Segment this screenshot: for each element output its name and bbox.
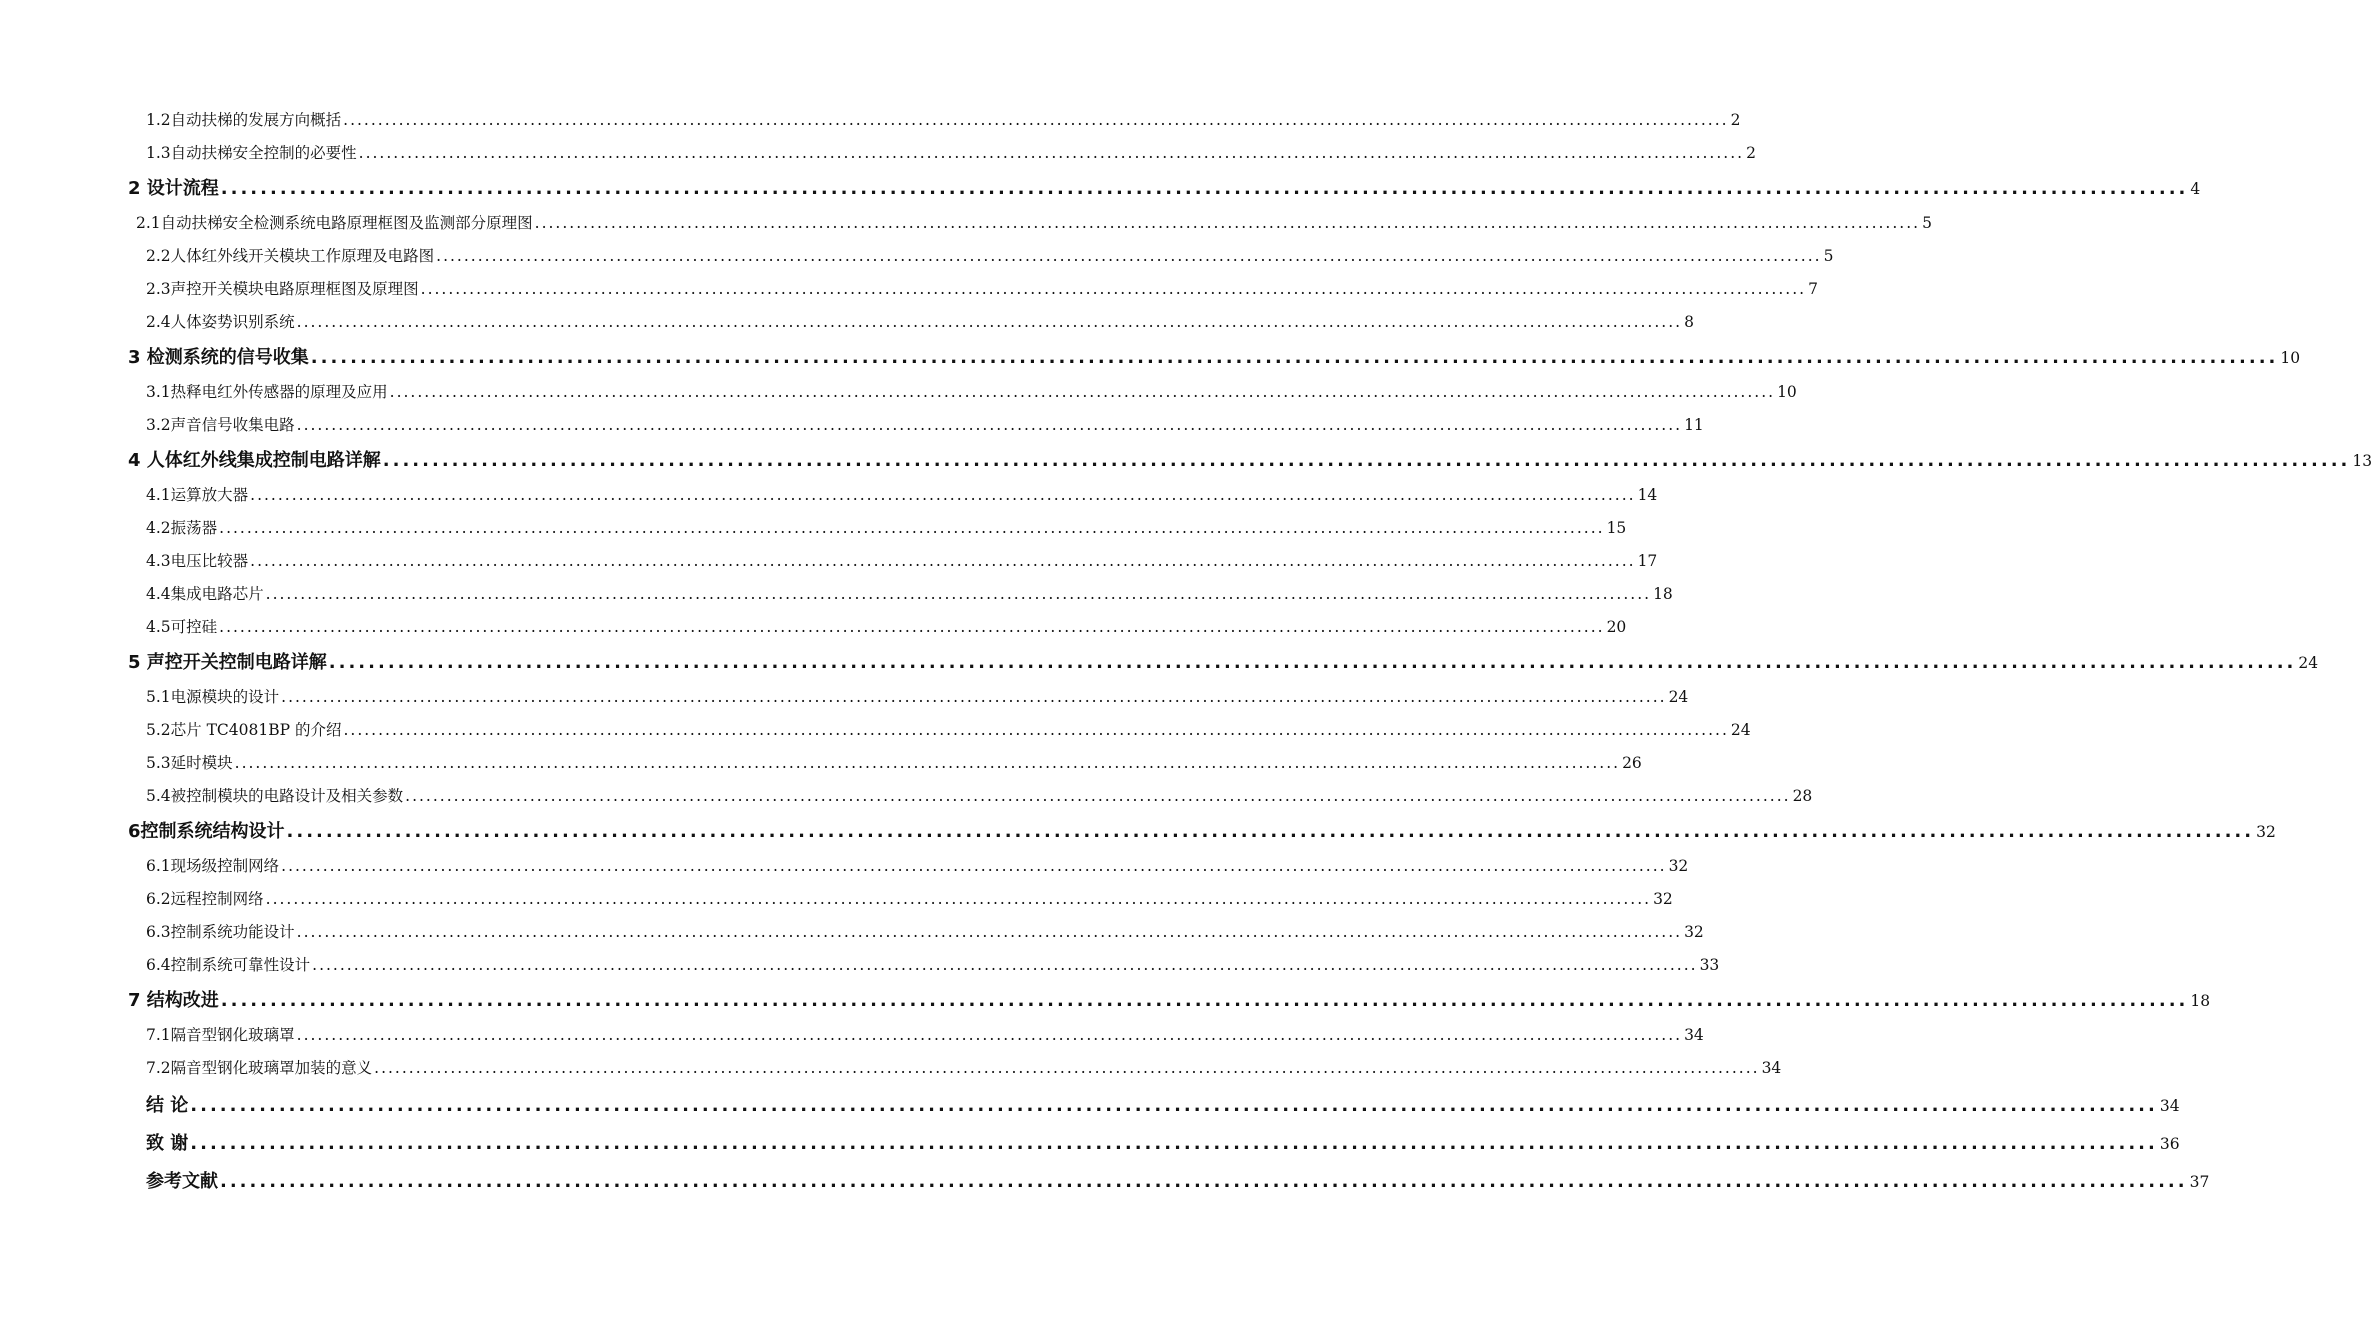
toc-entry-page: 11 <box>1684 416 1704 434</box>
toc-entry-page: 28 <box>1792 787 1813 805</box>
toc-leader-dots: ........................................................................................................................................................................................................ <box>382 450 2351 471</box>
toc-leader-dots: ........................................................................................................................................................................................................ <box>265 890 1652 908</box>
toc-entry-title: 2.2人体红外线开关模块工作原理及电路图 <box>146 247 435 265</box>
toc-entry-title: 6控制系统结构设计 <box>128 821 285 842</box>
toc-leader-dots: ........................................................................................................................................................................................................ <box>281 688 1667 706</box>
toc-entry-page: 24 <box>1730 721 1751 739</box>
toc-leader-dots: ........................................................................................................................................................................................................ <box>220 990 2189 1011</box>
toc-leader-dots: ........................................................................................................................................................................................................ <box>296 313 1683 331</box>
toc-entry-page: 17 <box>1637 552 1658 570</box>
toc-entry-page: 4 <box>2190 180 2201 198</box>
toc-leader-dots: ........................................................................................................................................................................................................ <box>250 486 1636 504</box>
toc-entry[interactable] <box>146 1091 2180 1117</box>
toc-leader-dots: ........................................................................................................................................................................................................ <box>358 144 1745 162</box>
toc-entry-page: 37 <box>2189 1173 2210 1191</box>
toc-entry-title: 4.4集成电路芯片 <box>146 585 264 603</box>
toc-entry-title: 2.3声控开关模块电路原理框图及原理图 <box>146 280 419 298</box>
toc-entry-page: 34 <box>1761 1059 1782 1077</box>
toc-entry-title: 5.3延时模块 <box>146 754 233 772</box>
toc-entry-title: 3.1热释电红外传感器的原理及应用 <box>146 383 388 401</box>
toc-leader-dots: ........................................................................................................................................................................................................ <box>343 111 1729 129</box>
toc-entry[interactable] <box>146 1167 2210 1193</box>
toc-leader-dots: ........................................................................................................................................................................................................ <box>312 956 1698 974</box>
toc-leader-dots: ........................................................................................................................................................................................................ <box>374 1059 1760 1077</box>
toc-entry-page: 5 <box>1823 247 1834 265</box>
toc-entry-page: 2 <box>1730 111 1741 129</box>
toc-entry[interactable] <box>146 310 1694 332</box>
toc-leader-dots: ........................................................................................................................................................................................................ <box>234 754 1621 772</box>
toc-leader-dots: ........................................................................................................................................................................................................ <box>281 857 1667 875</box>
toc-entry[interactable] <box>128 648 2319 674</box>
toc-entry[interactable] <box>128 817 2276 843</box>
toc-leader-dots: ........................................................................................................................................................................................................ <box>286 821 2255 842</box>
toc-entry-page: 24 <box>2298 654 2319 672</box>
toc-leader-dots: ........................................................................................................................................................................................................ <box>405 787 1791 805</box>
toc-entry-title: 5.4被控制模块的电路设计及相关参数 <box>146 787 404 805</box>
toc-entry[interactable] <box>146 953 1720 975</box>
toc-leader-dots: ........................................................................................................................................................................................................ <box>436 247 1822 265</box>
toc-entry-page: 5 <box>1922 214 1932 232</box>
toc-entry[interactable] <box>146 854 1689 876</box>
toc-entry-page: 33 <box>1699 956 1720 974</box>
toc-entry[interactable] <box>146 887 1673 909</box>
toc-entry-title: 致 谢 <box>146 1133 189 1154</box>
toc-entry[interactable] <box>146 244 1834 266</box>
toc-entry[interactable] <box>146 615 1627 637</box>
toc-entry-title: 3.2声音信号收集电路 <box>146 416 295 434</box>
toc-entry-title: 7.1隔音型钢化玻璃罩 <box>146 1026 295 1044</box>
toc-entry[interactable] <box>146 108 1741 130</box>
toc-leader-dots: ........................................................................................................................................................................................................ <box>190 1095 2158 1116</box>
toc-leader-dots: ........................................................................................................................................................................................................ <box>296 923 1683 941</box>
toc-entry-page: 8 <box>1684 313 1694 331</box>
toc-entry-page: 2 <box>1746 144 1756 162</box>
toc-entry[interactable] <box>146 141 1756 163</box>
toc-entry-page: 10 <box>2280 349 2301 367</box>
toc-entry[interactable] <box>128 343 2301 369</box>
toc-entry[interactable] <box>146 685 1689 707</box>
toc-leader-dots: ........................................................................................................................................................................................................ <box>296 416 1683 434</box>
toc-entry[interactable] <box>146 784 1813 806</box>
toc-entry[interactable] <box>146 1056 1782 1078</box>
toc-entry-page: 14 <box>1637 486 1658 504</box>
toc-leader-dots: ........................................................................................................................................................................................................ <box>389 383 1776 401</box>
toc-entry-title: 1.3自动扶梯安全控制的必要性 <box>146 144 357 162</box>
toc-entry-page: 34 <box>2159 1097 2180 1115</box>
toc-leader-dots: ........................................................................................................................................................................................................ <box>296 1026 1683 1044</box>
toc-entry-title: 6.4控制系统可靠性设计 <box>146 956 311 974</box>
toc-entry-title: 5 声控开关控制电路详解 <box>128 652 327 673</box>
toc-leader-dots: ........................................................................................................................................................................................................ <box>310 347 2279 368</box>
toc-leader-dots: ........................................................................................................................................................................................................ <box>420 280 1807 298</box>
toc-entry-title: 4.1运算放大器 <box>146 486 249 504</box>
toc-entry-title: 7.2隔音型钢化玻璃罩加装的意义 <box>146 1059 373 1077</box>
toc-entry[interactable] <box>146 413 1704 435</box>
toc-entry-title: 4.3电压比较器 <box>146 552 249 570</box>
toc-entry-page: 32 <box>2256 823 2276 841</box>
toc-leader-dots: ........................................................................................................................................................................................................ <box>219 618 1605 636</box>
toc-entry-page: 20 <box>1606 618 1627 636</box>
toc-entry[interactable] <box>136 211 1932 233</box>
toc-entry[interactable] <box>146 582 1673 604</box>
toc-entry-title: 5.2芯片 TC4081BP 的介绍 <box>146 721 342 739</box>
toc-leader-dots: ........................................................................................................................................................................................................ <box>265 585 1652 603</box>
toc-entry-page: 34 <box>1684 1026 1704 1044</box>
toc-entry[interactable] <box>146 277 1818 299</box>
toc-leader-dots: ........................................................................................................................................................................................................ <box>328 652 2297 673</box>
toc-entry-page: 36 <box>2159 1135 2180 1153</box>
toc-entry[interactable] <box>146 920 1704 942</box>
toc-entry[interactable] <box>146 483 1658 505</box>
toc-entry-title: 4.2振荡器 <box>146 519 218 537</box>
toc-leader-dots: ........................................................................................................................................................................................................ <box>190 1133 2158 1154</box>
toc-entry-title: 5.1电源模块的设计 <box>146 688 280 706</box>
toc-entry[interactable] <box>146 1129 2180 1155</box>
toc-entry[interactable] <box>128 986 2211 1012</box>
toc-entry-title: 1.2自动扶梯的发展方向概括 <box>146 111 342 129</box>
toc-entry-page: 26 <box>1622 754 1642 772</box>
toc-entry[interactable] <box>146 516 1627 538</box>
toc-entry-title: 参考文献 <box>146 1171 218 1192</box>
toc-leader-dots: ........................................................................................................................................................................................................ <box>220 1171 2188 1192</box>
toc-entry-page: 7 <box>1808 280 1818 298</box>
toc-entry-page: 13 <box>2352 452 2372 470</box>
toc-leader-dots: ........................................................................................................................................................................................................ <box>219 519 1605 537</box>
toc-entry-title: 2.1自动扶梯安全检测系统电路原理框图及监测部分原理图 <box>136 214 533 232</box>
toc-entry-page: 18 <box>2190 992 2211 1010</box>
toc-entry[interactable] <box>128 174 2201 200</box>
toc-entry-page: 15 <box>1606 519 1627 537</box>
toc-entry-title: 2 设计流程 <box>128 178 219 199</box>
toc-entry-page: 32 <box>1653 890 1673 908</box>
toc-leader-dots: ........................................................................................................................................................................................................ <box>250 552 1636 570</box>
toc-entry[interactable] <box>146 718 1751 740</box>
toc-leader-dots: ........................................................................................................................................................................................................ <box>534 214 1921 232</box>
toc-entry-title: 结 论 <box>146 1095 189 1116</box>
toc-entry[interactable] <box>146 1023 1704 1045</box>
toc-entry-page: 32 <box>1668 857 1689 875</box>
toc-entry-page: 10 <box>1777 383 1797 401</box>
toc-entry-title: 6.3控制系统功能设计 <box>146 923 295 941</box>
toc-entry-page: 18 <box>1653 585 1673 603</box>
toc-leader-dots: ........................................................................................................................................................................................................ <box>343 721 1729 739</box>
toc-entry[interactable] <box>146 549 1658 571</box>
toc-leader-dots: ........................................................................................................................................................................................................ <box>220 178 2189 199</box>
toc-entry[interactable] <box>146 380 1797 402</box>
toc-entry[interactable] <box>128 446 2372 472</box>
toc-entry-title: 3 检测系统的信号收集 <box>128 347 309 368</box>
toc-entry-title: 6.2远程控制网络 <box>146 890 264 908</box>
toc-entry-title: 4 人体红外线集成控制电路详解 <box>128 450 381 471</box>
toc-entry-page: 24 <box>1668 688 1689 706</box>
toc-entry-title: 6.1现场级控制网络 <box>146 857 280 875</box>
toc-entry-title: 7 结构改进 <box>128 990 219 1011</box>
toc-entry-page: 32 <box>1684 923 1704 941</box>
toc-entry-title: 2.4人体姿势识别系统 <box>146 313 295 331</box>
toc-entry-title: 4.5可控硅 <box>146 618 218 636</box>
toc-entry[interactable] <box>146 751 1642 773</box>
